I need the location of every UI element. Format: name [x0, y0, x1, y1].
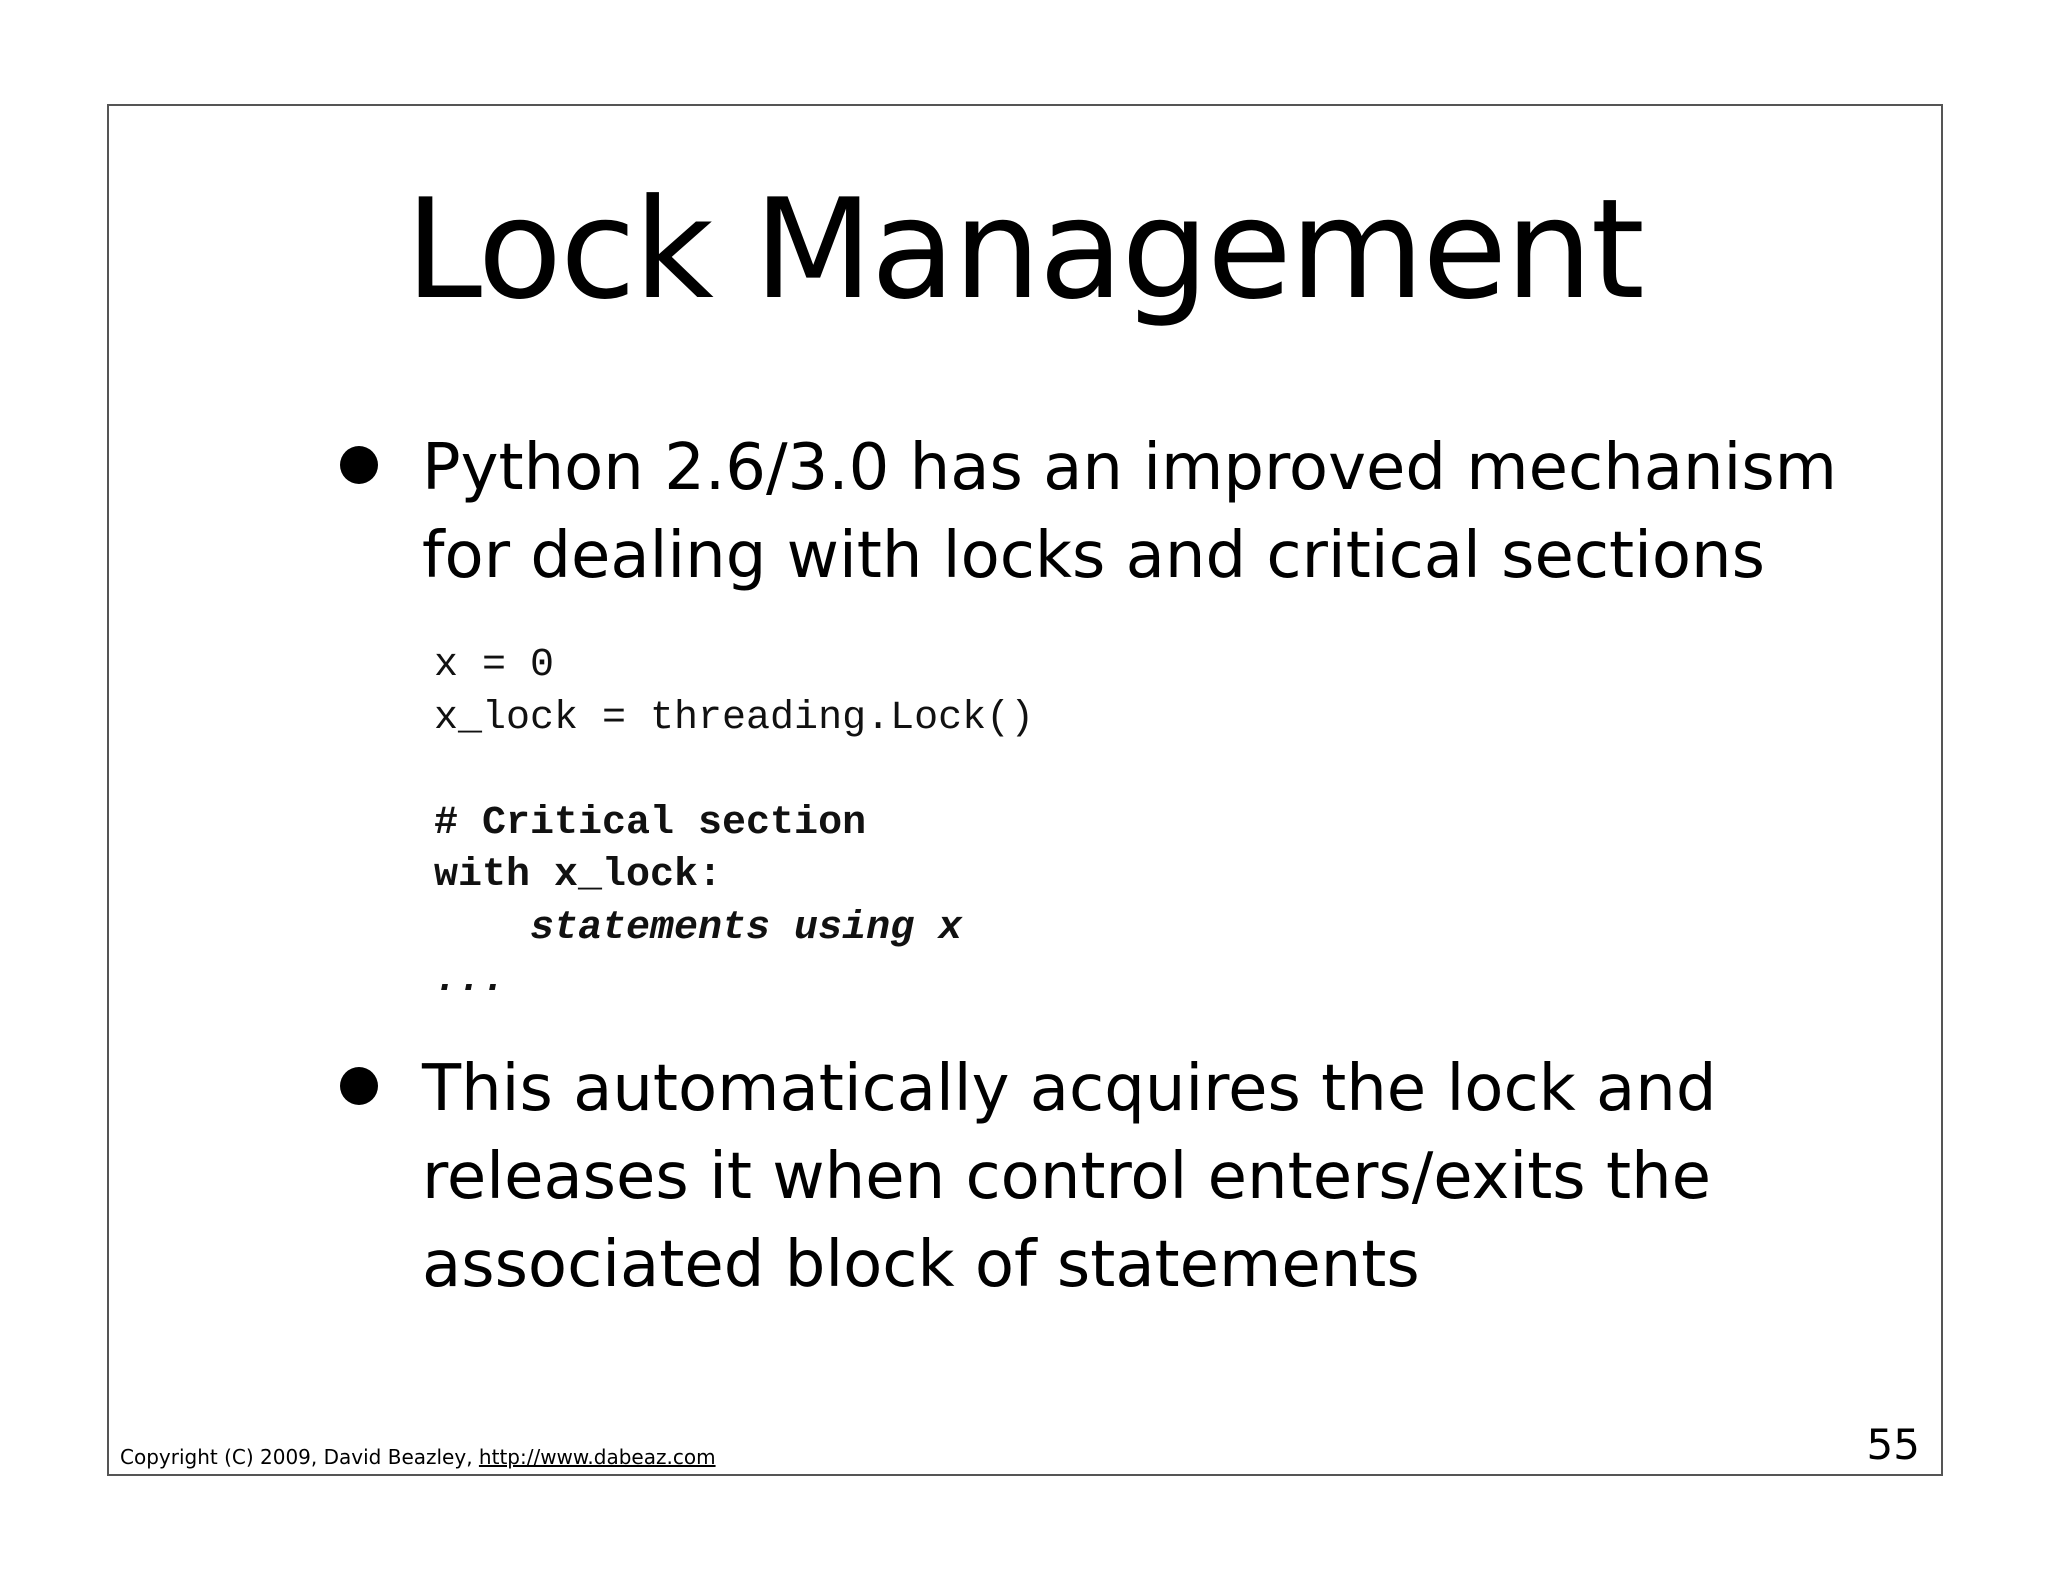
code-line: with x_lock: [434, 853, 723, 898]
code-block [434, 640, 1034, 1008]
code-comment: # Critical section [434, 800, 867, 846]
bullet-line: Python 2.6/3.0 has an improved mechanism [422, 431, 1837, 505]
footer-link[interactable]: http://www.dabeaz.com [478, 1445, 716, 1469]
page-number: 55 [1866, 1420, 1920, 1469]
bullet-line: associated block of statements [422, 1228, 1420, 1302]
bullet-text [422, 1045, 1802, 1309]
code-line: ... [434, 958, 507, 1003]
bullet-line: for dealing with locks and critical sections [422, 519, 1765, 593]
bullet-dot-icon [340, 446, 378, 484]
code-line: x = 0 [434, 643, 555, 688]
bullet-text [422, 424, 1837, 600]
code-line: x_lock = threading.Lock() [434, 695, 1035, 741]
bullet-line: This automatically acquires the lock and [422, 1052, 1717, 1126]
code-line-blank [434, 745, 1034, 798]
bullet-line: releases it when control enters/exits the [422, 1140, 1711, 1214]
copyright-text: Copyright (C) 2009, David Beazley, [120, 1445, 479, 1469]
code-line: statements using x [434, 905, 963, 951]
bullet-dot-icon [340, 1067, 378, 1105]
footer-copyright [120, 1445, 716, 1469]
slide-title: Lock Management [405, 169, 1643, 330]
